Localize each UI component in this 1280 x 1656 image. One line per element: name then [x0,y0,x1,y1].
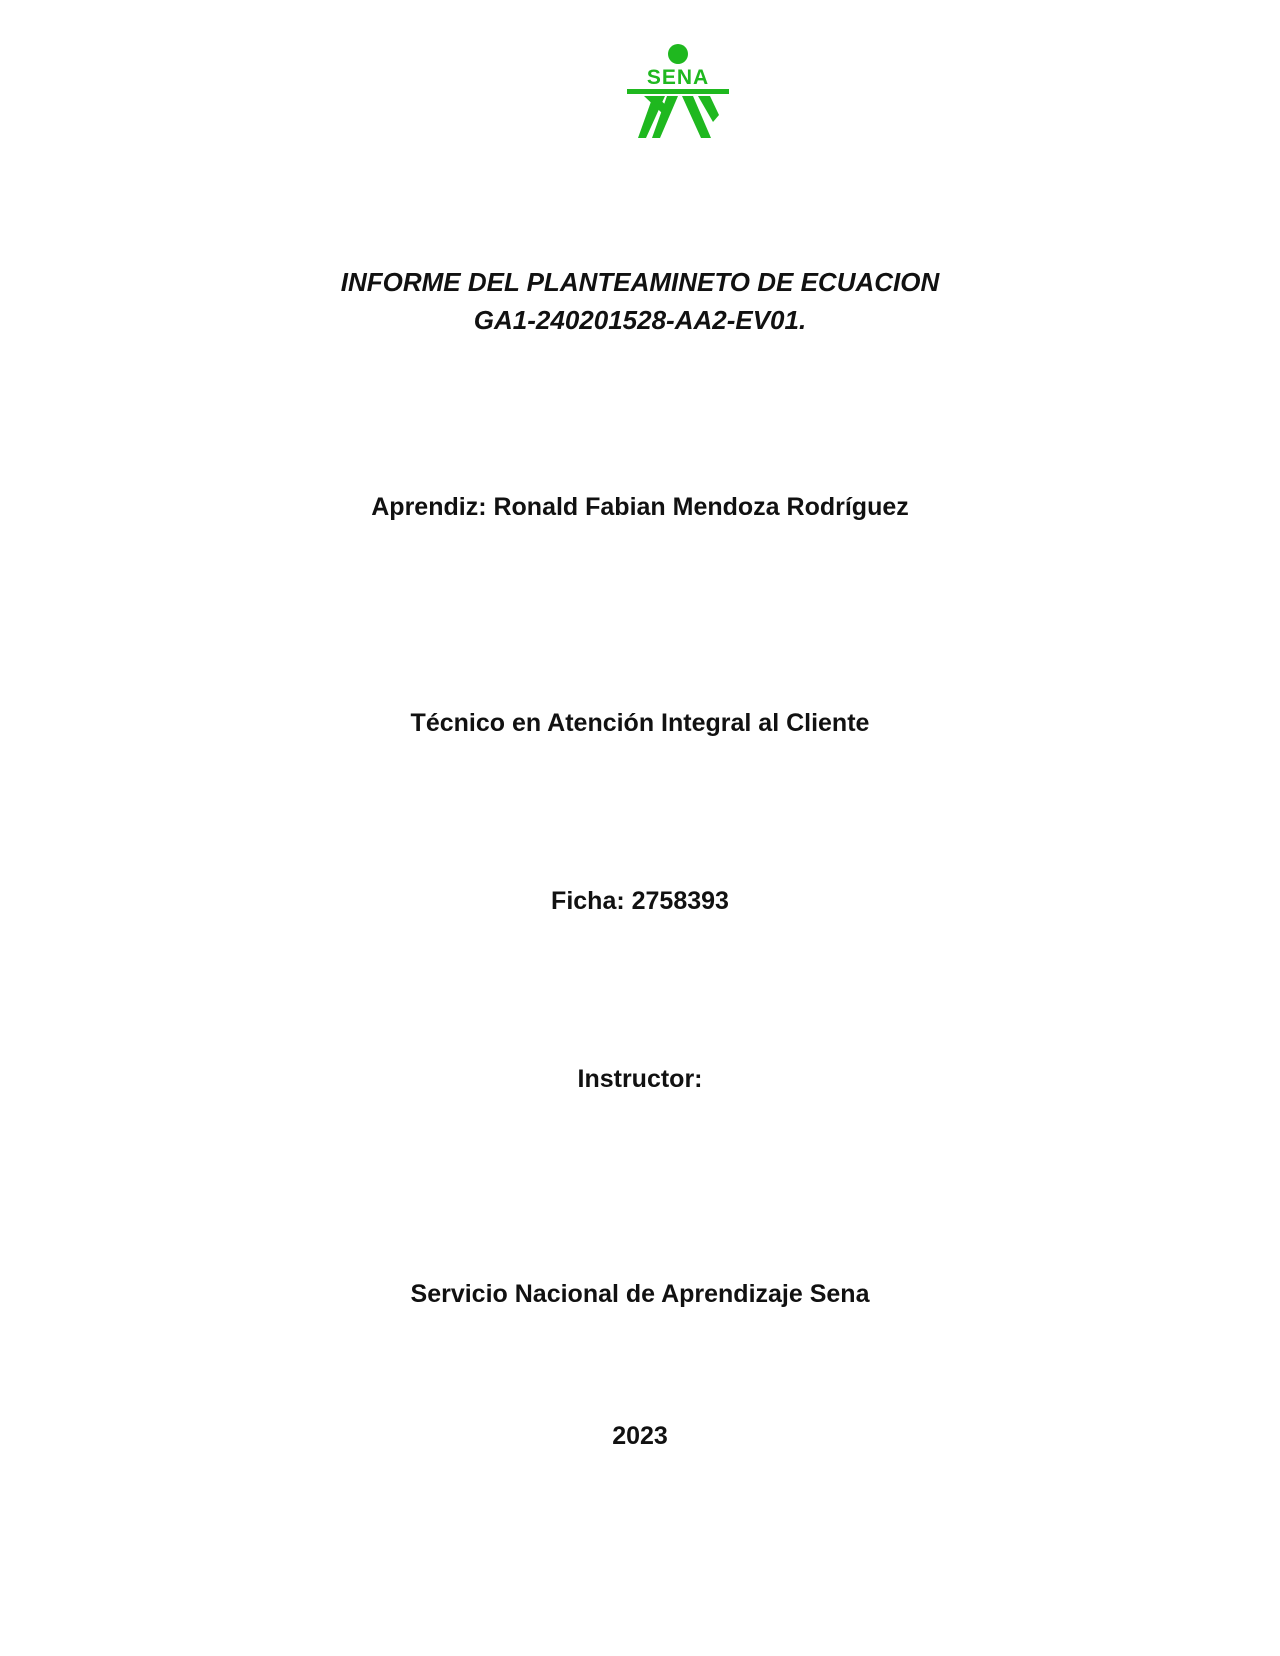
program-name: Técnico en Atención Integral al Cliente [410,709,870,737]
ficha-number: Ficha: 2758393 [551,887,729,915]
document-title-line-2: GA1-240201528-AA2-EV01. [473,305,807,335]
svg-text:SENA: SENA [646,66,710,89]
instructor-label: Instructor: [577,1065,703,1093]
document-title-line-1: INFORME DEL PLANTEAMINETO DE ECUACION [340,267,940,297]
institution-name: Servicio Nacional de Aprendizaje Sena [410,1280,870,1308]
apprentice-name: Aprendiz: Ronald Fabian Mendoza Rodríguez [371,493,909,521]
document-year: 2023 [612,1422,668,1450]
sena-logo [627,44,729,142]
